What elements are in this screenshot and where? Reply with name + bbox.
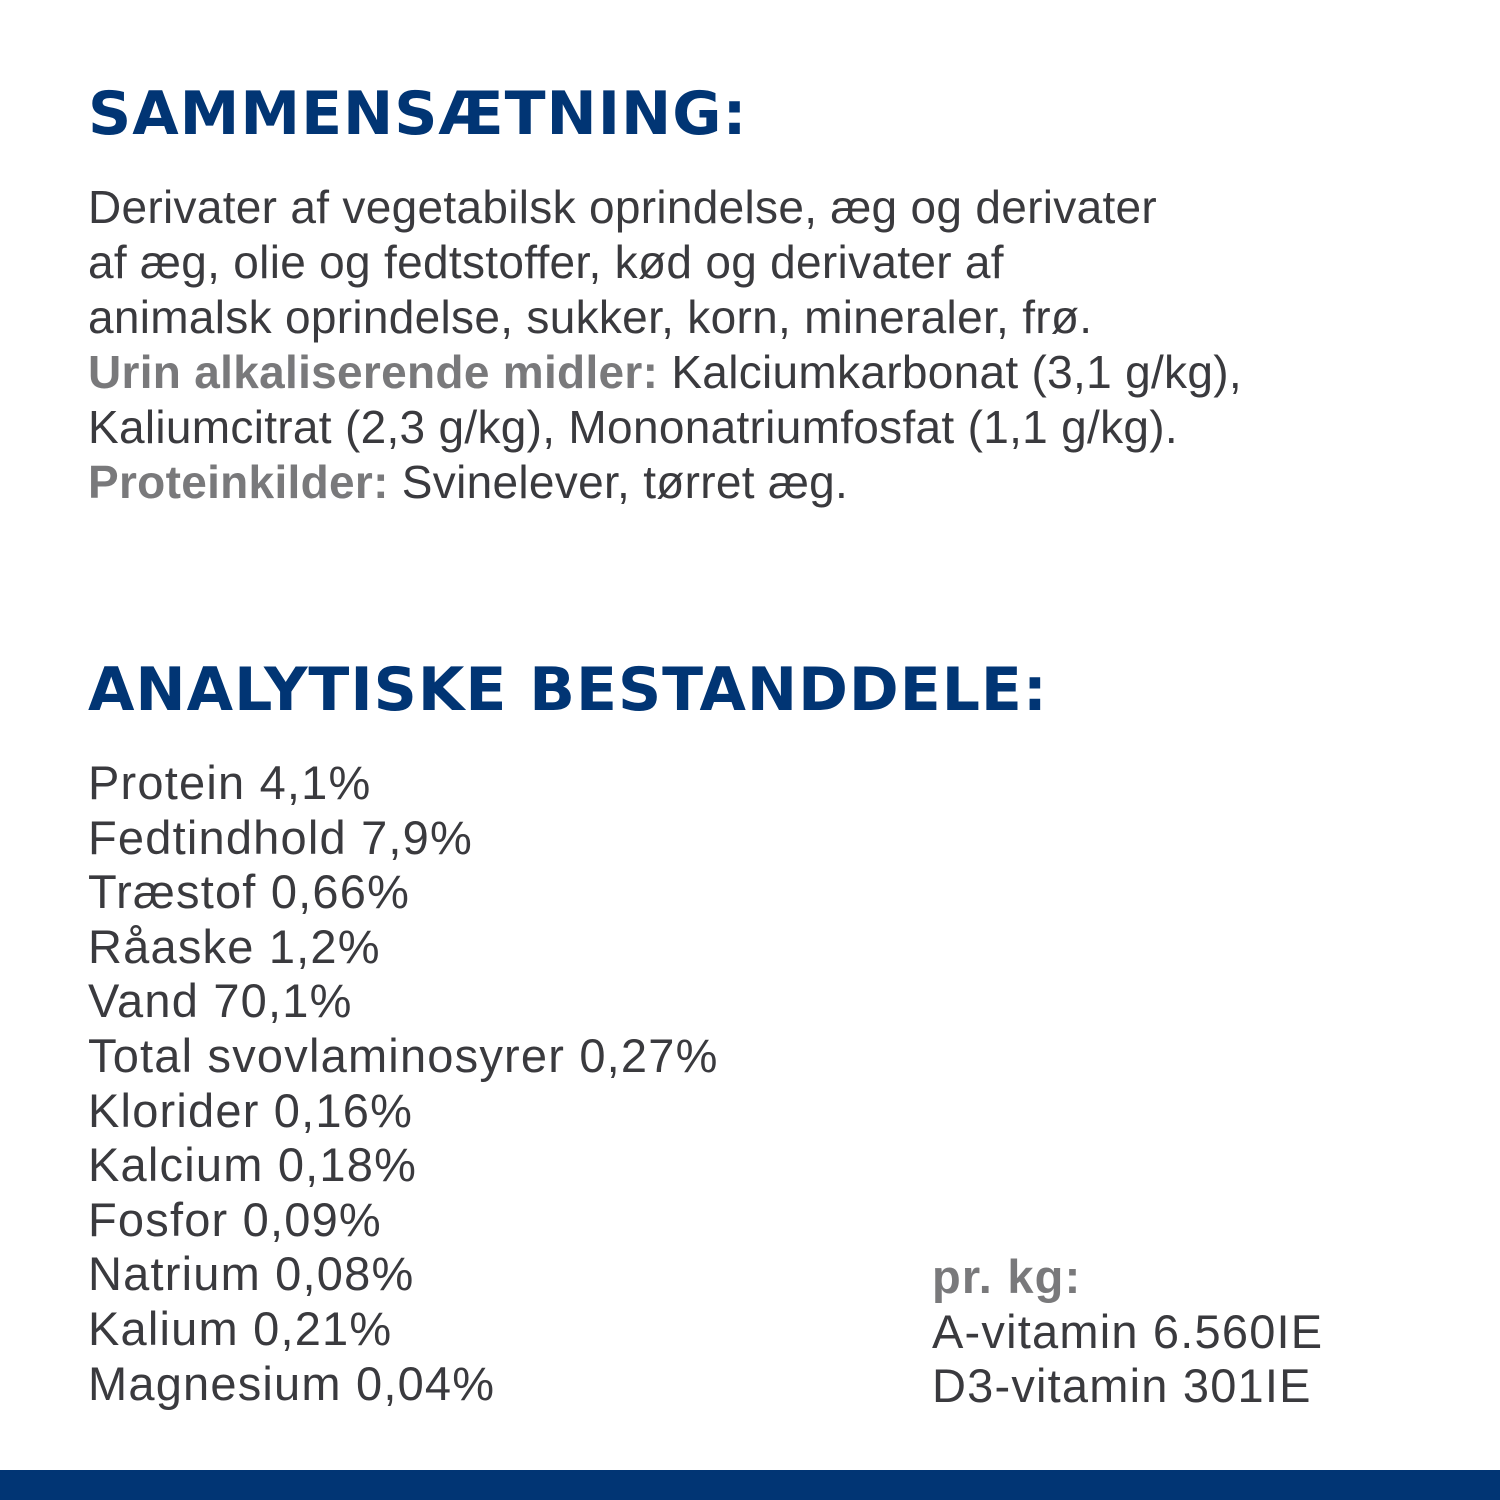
analytics-item-water: Vand 70,1% [88,974,353,1028]
per-kg-block [932,1250,1323,1414]
analytics-item-ash: Råaske 1,2% [88,919,381,973]
vitamin-d3: D3-vitamin 301IE [932,1359,1312,1413]
analytics-item-chloride: Klorider 0,16% [88,1083,414,1137]
analytics-item-protein: Protein 4,1% [88,756,372,809]
urine-alkalizing-continued: Kaliumcitrat (2,3 g/kg), Mononatriumfosfat (1,1 g/kg). [88,401,1178,453]
composition-text [88,180,1488,510]
vitamin-a: A-vitamin 6.560IE [932,1304,1324,1358]
protein-sources-value: Svinelever, tørret æg. [388,456,849,508]
composition-line: af æg, olie og fedtstoffer, kød og derivater af [88,236,1004,288]
protein-sources-line [88,455,1488,510]
urine-alkalizing-value: Kalciumkarbonat (3,1 g/kg), [658,346,1242,398]
composition-line: animalsk oprindelse, sukker, korn, mineraler, frø. [88,291,1093,343]
protein-sources-label: Proteinkilder: [88,456,389,508]
urine-alkalizing-line [88,345,1488,400]
analytics-item-fiber: Træstof 0,66% [88,865,411,919]
analytics-heading: ANALYTISKE BESTANDDELE: [88,655,1048,725]
analytics-item-fat: Fedtindhold 7,9% [88,810,474,864]
analytics-item-potassium: Kalium 0,21% [88,1301,393,1355]
analytics-item-sulfur-amino-acids: Total svovlaminosyrer 0,27% [88,1028,719,1082]
analytics-item-magnesium: Magnesium 0,04% [88,1356,496,1410]
analytics-list [88,756,719,1411]
per-kg-title: pr. kg: [932,1250,1082,1303]
analytics-item-calcium: Kalcium 0,18% [88,1138,418,1192]
analytics-item-phosphorus: Fosfor 0,09% [88,1192,382,1246]
composition-line: Derivater af vegetabilsk oprindelse, æg og derivater [88,181,1158,233]
analytics-item-sodium: Natrium 0,08% [88,1247,415,1301]
urine-alkalizing-label: Urin alkaliserende midler: [88,346,659,398]
footer-bar [0,1470,1500,1500]
composition-heading: SAMMENSÆTNING: [88,79,748,149]
